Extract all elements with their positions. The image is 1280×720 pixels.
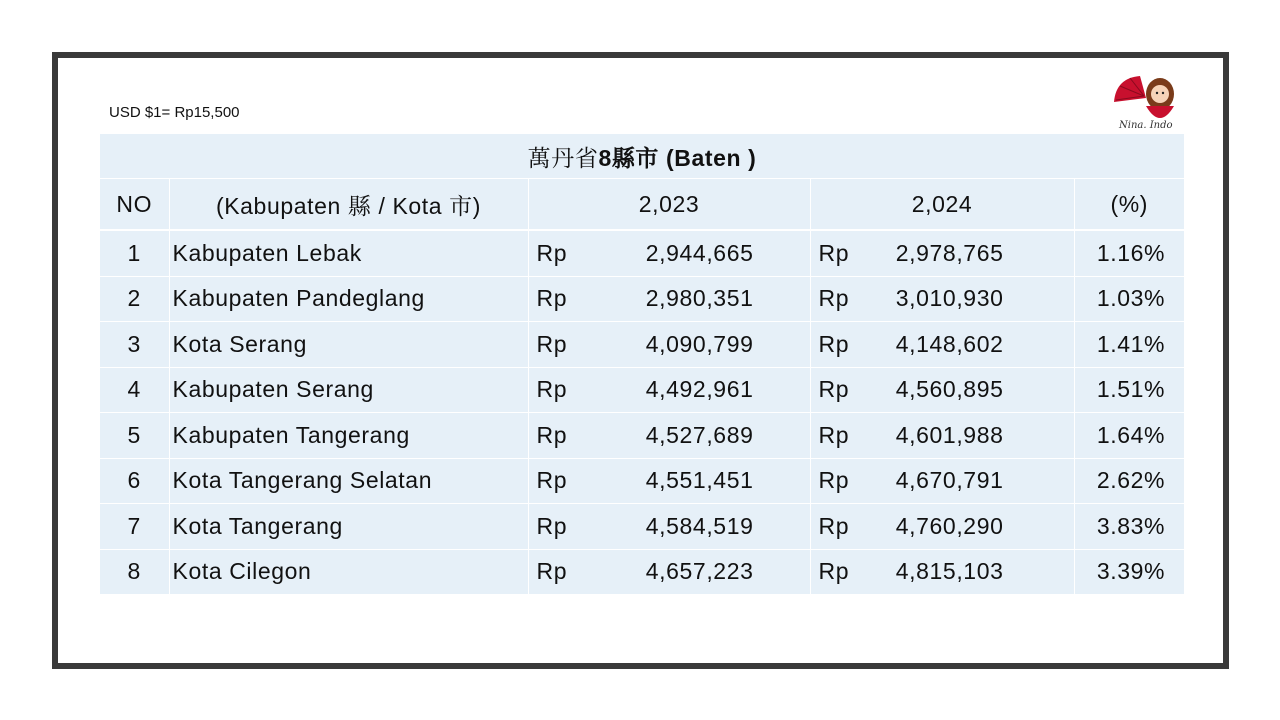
row-number: 8 bbox=[100, 549, 169, 594]
row-region-name: Kota Tangerang bbox=[169, 504, 528, 550]
row-percent-change: 1.16% bbox=[1074, 230, 1184, 276]
wage-value: 4,760,290 bbox=[895, 512, 1004, 539]
currency-label: Rp bbox=[818, 376, 850, 403]
row-wage-2024 bbox=[810, 413, 1074, 459]
row-wage-2023 bbox=[528, 322, 810, 368]
row-wage-2024 bbox=[810, 322, 1074, 368]
wage-value: 4,670,791 bbox=[895, 467, 1004, 494]
exchange-rate-note: USD $1= Rp15,500 bbox=[109, 104, 240, 121]
row-wage-2023 bbox=[528, 413, 810, 459]
row-wage-2024 bbox=[810, 367, 1074, 413]
row-number: 5 bbox=[100, 413, 169, 459]
table-row bbox=[100, 322, 1184, 368]
table-header-row bbox=[100, 179, 1184, 231]
row-wage-2023 bbox=[528, 230, 810, 276]
currency-label: Rp bbox=[536, 239, 568, 266]
wage-value: 2,978,765 bbox=[895, 239, 1004, 266]
row-region-name: Kota Cilegon bbox=[169, 549, 528, 594]
table-row bbox=[100, 458, 1184, 504]
row-number: 4 bbox=[100, 367, 169, 413]
row-wage-2024 bbox=[810, 504, 1074, 550]
wage-value: 2,980,351 bbox=[645, 285, 754, 312]
wage-value: 4,601,988 bbox=[895, 421, 1004, 448]
currency-label: Rp bbox=[536, 467, 568, 494]
currency-label: Rp bbox=[536, 512, 568, 539]
table-row bbox=[100, 413, 1184, 459]
row-region-name: Kabupaten Lebak bbox=[169, 230, 528, 276]
table-title-bold: 8縣市 (Baten ) bbox=[598, 144, 757, 171]
table-title-row bbox=[100, 134, 1184, 179]
currency-label: Rp bbox=[818, 421, 850, 448]
row-region-name: Kabupaten Tangerang bbox=[169, 413, 528, 459]
header-percent: (%) bbox=[1074, 179, 1184, 231]
header-region: (Kabupaten 縣 / Kota 市) bbox=[169, 179, 528, 231]
row-wage-2024 bbox=[810, 276, 1074, 322]
header-2024: 2,024 bbox=[810, 179, 1074, 231]
row-percent-change: 3.83% bbox=[1074, 504, 1184, 550]
currency-label: Rp bbox=[818, 512, 850, 539]
table-title bbox=[100, 134, 1184, 179]
currency-label: Rp bbox=[818, 239, 850, 266]
row-percent-change: 1.51% bbox=[1074, 367, 1184, 413]
wage-value: 4,090,799 bbox=[645, 330, 754, 357]
table-row bbox=[100, 549, 1184, 594]
row-wage-2024 bbox=[810, 230, 1074, 276]
row-number: 7 bbox=[100, 504, 169, 550]
wage-value: 4,560,895 bbox=[895, 376, 1004, 403]
currency-label: Rp bbox=[536, 421, 568, 448]
wage-value: 4,492,961 bbox=[645, 376, 754, 403]
wage-value: 4,657,223 bbox=[645, 558, 754, 585]
row-region-name: Kabupaten Pandeglang bbox=[169, 276, 528, 322]
row-number: 2 bbox=[100, 276, 169, 322]
currency-label: Rp bbox=[536, 330, 568, 357]
table-title-cn: 萬丹省 bbox=[527, 144, 599, 171]
row-wage-2023 bbox=[528, 367, 810, 413]
wage-table bbox=[100, 134, 1184, 594]
row-region-name: Kota Tangerang Selatan bbox=[169, 458, 528, 504]
row-percent-change: 1.41% bbox=[1074, 322, 1184, 368]
row-wage-2023 bbox=[528, 276, 810, 322]
currency-label: Rp bbox=[818, 285, 850, 312]
wage-value: 4,527,689 bbox=[645, 421, 754, 448]
currency-label: Rp bbox=[536, 558, 568, 585]
wage-value: 3,010,930 bbox=[895, 285, 1004, 312]
row-wage-2023 bbox=[528, 549, 810, 594]
wage-value: 2,944,665 bbox=[645, 239, 754, 266]
row-wage-2023 bbox=[528, 458, 810, 504]
row-wage-2024 bbox=[810, 458, 1074, 504]
row-number: 3 bbox=[100, 322, 169, 368]
logo-text: Nina. Indo bbox=[1119, 120, 1173, 131]
table-row bbox=[100, 367, 1184, 413]
wage-value: 4,584,519 bbox=[645, 512, 754, 539]
table-row bbox=[100, 276, 1184, 322]
header-2023: 2,023 bbox=[528, 179, 810, 231]
row-percent-change: 3.39% bbox=[1096, 558, 1166, 585]
currency-label: Rp bbox=[818, 330, 850, 357]
currency-label: Rp bbox=[818, 558, 850, 585]
row-region-name: Kabupaten Serang bbox=[169, 367, 528, 413]
wage-value: 4,815,103 bbox=[895, 558, 1004, 585]
header-no: NO bbox=[100, 179, 169, 231]
currency-label: Rp bbox=[536, 285, 568, 312]
row-number: 6 bbox=[100, 458, 169, 504]
row-region-name: Kota Serang bbox=[169, 322, 528, 368]
row-wage-2024 bbox=[810, 549, 1074, 594]
row-wage-2023 bbox=[528, 504, 810, 550]
wage-value: 4,148,602 bbox=[895, 330, 1004, 357]
currency-label: Rp bbox=[818, 467, 850, 494]
row-percent-change: 1.03% bbox=[1074, 276, 1184, 322]
row-percent-change: 2.62% bbox=[1074, 458, 1184, 504]
currency-label: Rp bbox=[536, 376, 568, 403]
row-number: 1 bbox=[100, 230, 169, 276]
wage-table-container bbox=[100, 134, 1184, 594]
row-percent-change: 1.64% bbox=[1074, 413, 1184, 459]
table-row bbox=[100, 230, 1184, 276]
wage-value: 4,551,451 bbox=[645, 467, 754, 494]
table-row bbox=[100, 504, 1184, 550]
